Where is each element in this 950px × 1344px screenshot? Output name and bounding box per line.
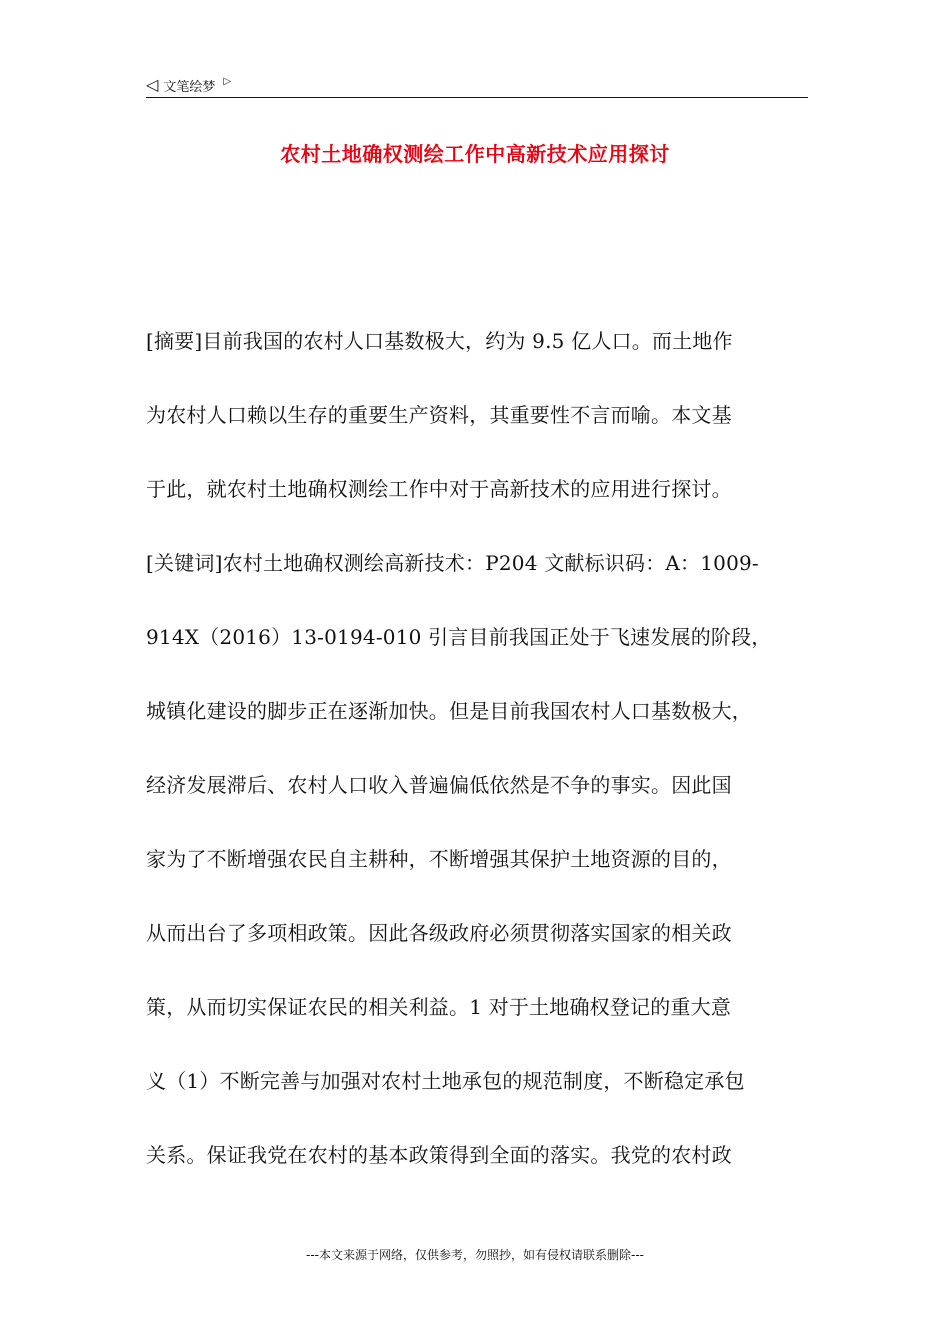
- triangle-left-icon: ◁: [146, 75, 159, 94]
- header-divider: [146, 97, 808, 98]
- text-line: 关系。保证我党在农村的基本政策得到全面的落实。我党的农村政: [146, 1143, 732, 1167]
- text-line: 经济发展滞后、农村人口收入普遍偏低依然是不争的事实。因此国: [146, 773, 732, 797]
- body-text: [146, 318, 826, 1206]
- text-line: 914X（2016）13-0194-010 引言目前我国正处于飞速发展的阶段，: [146, 625, 772, 649]
- text-line: 策，从而切实保证农民的相关利益。1 对于土地确权登记的重大意: [146, 995, 732, 1019]
- page-footer: ---本文来源于网络，仅供参考，勿照抄，如有侵权请联系删除---: [306, 1248, 644, 1262]
- text-line: 义（1）不断完善与加强对农村土地承包的规范制度，不断稳定承包: [146, 1069, 745, 1093]
- page-header: [146, 74, 808, 96]
- text-line: [关键词]农村土地确权测绘高新技术：P204 文献标识码：A：1009-: [146, 551, 759, 575]
- text-line: 从而出台了多项相政策。因此各级政府必须贯彻落实国家的相关政: [146, 921, 732, 945]
- text-line: 为农村人口赖以生存的重要生产资料，其重要性不言而喻。本文基: [146, 403, 732, 427]
- text-line: 于此，就农村土地确权测绘工作中对于高新技术的应用进行探讨。: [146, 477, 732, 501]
- triangle-right-icon: ▷: [223, 76, 232, 87]
- header-brand: 文笔绘梦: [163, 79, 216, 95]
- document-title: 农村土地确权测绘工作中高新技术应用探讨: [280, 142, 670, 166]
- text-line: 城镇化建设的脚步正在逐渐加快。但是目前我国农村人口基数极大，: [146, 699, 752, 723]
- text-line: 家为了不断增强农民自主耕种，不断增强其保护土地资源的目的，: [146, 847, 732, 871]
- text-line: [摘要]目前我国的农村人口基数极大，约为 9.5 亿人口。而土地作: [146, 329, 733, 353]
